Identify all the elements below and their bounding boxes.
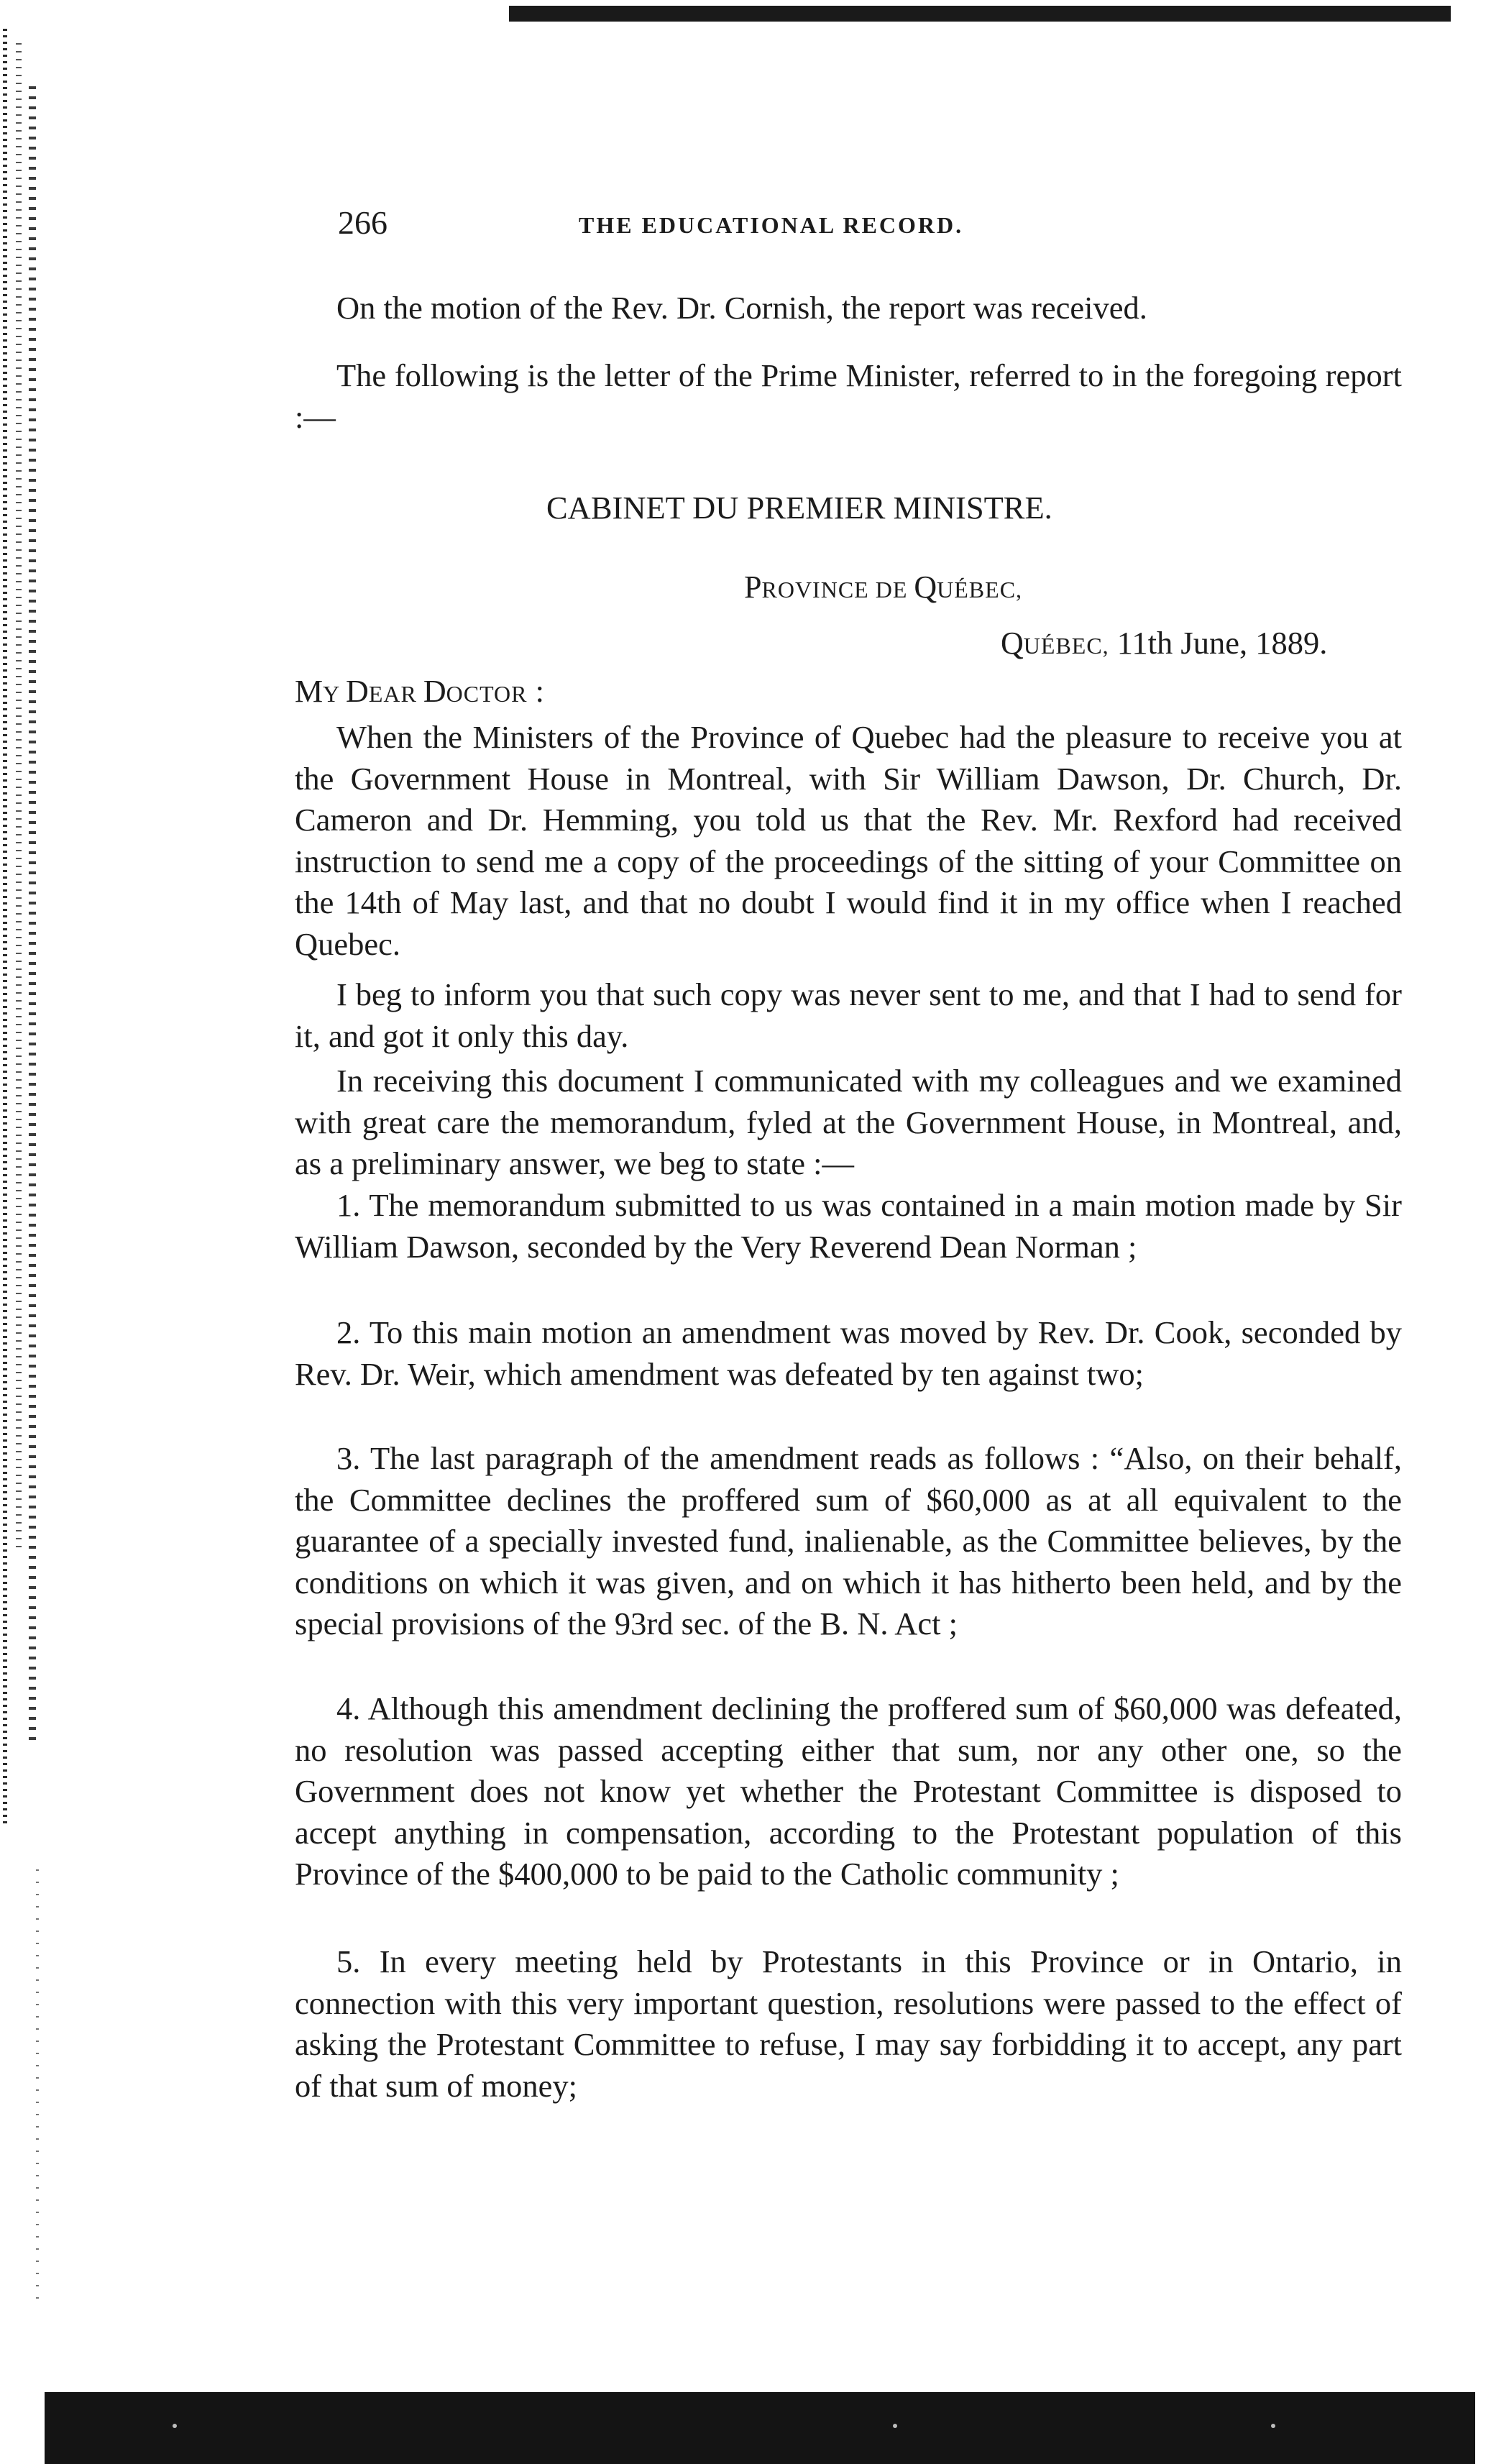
intro-motion: On the motion of the Rev. Dr. Cornish, the report was received. <box>336 290 1147 326</box>
intro-following: The following is the letter of the Prime Minister, referred to in the foregoing report :— <box>295 357 1402 435</box>
numbered-item: 5. In every meeting held by Protestants in this Province or in Ontario, in connection with this very important question, resolutions were passed to the effect of asking the Protestant Committee to refuse, I may say forbidding it to accept, any part of that sum of money; <box>295 1943 1402 2104</box>
page-header <box>338 203 1402 247</box>
page-number: 266 <box>338 204 387 241</box>
scan-speck <box>893 2424 897 2428</box>
letter-paragraph: When the Ministers of the Province of Quebec had the pleasure to receive you at the Government House in Montreal, with Sir William Dawson, Dr. Church, Dr. Cameron and Dr. Hemming, you told us that the Rev. Mr. Rexford had received instruction to send me a copy of the proceedings of the sitting of your Committee on the 14th of May last, and that no doubt I would find it in my office when I reached Quebec. <box>295 719 1402 962</box>
numbered-item: 2. To this main motion an amendment was moved by Rev. Dr. Cook, seconded by Rev. Dr. Weir, which amendment was defeated by ten against two; <box>295 1314 1402 1392</box>
dateline: QUÉBEC, 11th June, 1889. <box>1001 625 1328 661</box>
numbered-item: 1. The memorandum submitted to us was contained in a main motion made by Sir William Dawson, seconded by the Very Reverend Dean Norman ; <box>295 1187 1402 1265</box>
running-head: THE EDUCATIONAL RECORD. <box>579 212 964 238</box>
numbered-item: 3. The last paragraph of the amendment reads as follows : “Also, on their behalf, the Committee declines the proffered sum of $60,000 as at all equivalent to the guarantee of a specially invested fund, inalienable, as the Committee believes, by the conditions on which it was given, and on which it has hitherto been held, and by the special provisions of the 93rd sec. of the B. N. Act ; <box>295 1440 1402 1641</box>
letterhead-province: PROVINCE DE QUÉBEC, <box>744 569 1023 605</box>
letterhead-cabinet: CABINET DU PREMIER MINISTRE. <box>546 490 1052 526</box>
top-rule <box>509 6 1451 22</box>
salutation: MY DEAR DOCTOR : <box>295 673 544 709</box>
scan-speck <box>173 2424 177 2428</box>
letter-paragraph: I beg to inform you that such copy was never sent to me, and that I had to send for it, and got it only this day. <box>295 976 1402 1054</box>
numbered-item: 4. Although this amendment declining the proffered sum of $60,000 was defeated, no resolution was passed accepting either that sum, nor any other one, so the Government does not know yet whether the Protestant Committee is disposed to accept anything in compensation, according to the Protestant population of this Province of the $400,000 to be paid to the Catholic community ; <box>295 1690 1402 1892</box>
letter-paragraph: In receiving this document I communicated with my colleagues and we examined with great care the memorandum, fyled at the Government House, in Montreal, and, as a preliminary answer, we beg to state :— <box>295 1063 1402 1181</box>
scan-left-margin <box>0 0 45 2344</box>
scan-bottom-band <box>45 2392 1475 2464</box>
scan-speck <box>1271 2424 1275 2428</box>
